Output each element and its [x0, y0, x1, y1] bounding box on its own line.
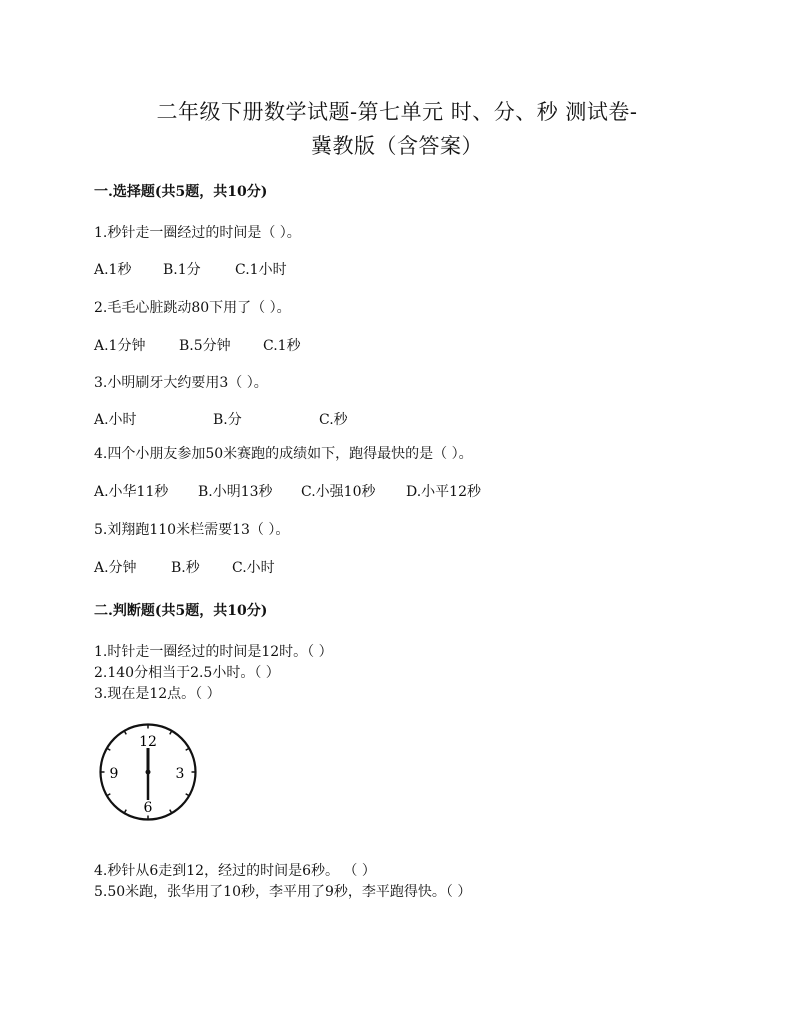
option-c: C.1秒	[263, 338, 301, 354]
option-c: C.秒	[319, 412, 348, 428]
option-b: B.小明13秒	[198, 484, 273, 500]
option-c: C.1小时	[235, 262, 287, 278]
clock-number-3: 3	[175, 766, 185, 782]
option-c: C.小时	[232, 560, 275, 576]
option-a: A.小时	[94, 412, 137, 428]
page-title-line1: 二年级下册数学试题-第七单元 时、分、秒 测试卷-	[156, 100, 638, 124]
section-heading-choice: 一.选择题(共5题，共10分)	[94, 184, 268, 200]
option-b: B.5分钟	[179, 338, 231, 354]
clock-icon	[94, 722, 202, 822]
choice-question-3: 3.小明刷牙大约要用3（ ）。	[94, 375, 268, 391]
judge-question-3: 3.现在是12点。（ ）	[94, 686, 221, 702]
choice-question-2: 2.毛毛心脏跳动80下用了（ ）。	[94, 300, 291, 316]
section-heading-judge: 二.判断题(共5题，共10分)	[94, 603, 268, 619]
option-a: A.分钟	[94, 560, 137, 576]
clock-center	[146, 770, 151, 775]
option-c: C.小强10秒	[301, 484, 376, 500]
clock-number-12: 12	[139, 734, 157, 750]
option-a: A.1分钟	[94, 338, 146, 354]
choice-question-1: 1.秒针走一圈经过的时间是（ ）。	[94, 225, 301, 241]
option-b: B.分	[213, 412, 242, 428]
clock-number-6: 6	[143, 800, 153, 816]
judge-question-2: 2.140分相当于2.5小时。（ ）	[94, 665, 280, 681]
judge-question-4: 4.秒针从6走到12，经过的时间是6秒。 （ ）	[94, 863, 376, 879]
option-a: A.1秒	[94, 262, 132, 278]
page-title-line2: 冀教版（含答案）	[311, 134, 483, 158]
option-b: B.秒	[171, 560, 200, 576]
judge-question-5: 5.50米跑，张华用了10秒，李平用了9秒，李平跑得快。（ ）	[94, 884, 472, 900]
option-d: D.小平12秒	[406, 484, 481, 500]
clock-number-9: 9	[109, 766, 119, 782]
choice-question-5: 5.刘翔跑110米栏需要13（ ）。	[94, 522, 290, 538]
choice-question-4: 4.四个小朋友参加50米赛跑的成绩如下，跑得最快的是（ ）。	[94, 446, 473, 462]
option-b: B.1分	[163, 262, 201, 278]
option-a: A.小华11秒	[94, 484, 169, 500]
judge-question-1: 1.时针走一圈经过的时间是12时。（ ）	[94, 644, 333, 660]
